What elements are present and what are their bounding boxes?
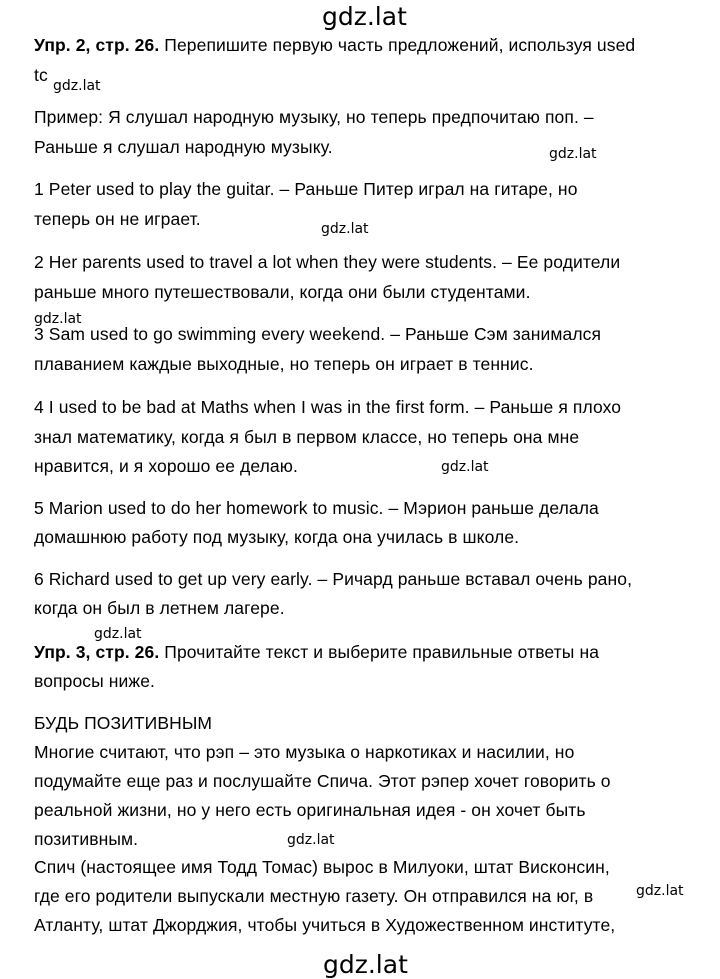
watermark: gdz.lat — [53, 78, 101, 94]
sentence-line: когда он был в летнем лагере. — [34, 598, 285, 618]
watermark: gdz.lat — [34, 311, 82, 327]
paragraph-line: Атланту, штат Джорджия, чтобы учиться в Художественном институте, — [34, 915, 616, 935]
paragraph-line: позитивным. — [34, 829, 139, 849]
sentence-line: нравится, и я хорошо ее делаю. — [34, 456, 298, 476]
paragraph-line: Многие считают, что рэп – это музыка о наркотиках и насилии, но — [34, 742, 575, 762]
exercise3-heading — [34, 641, 599, 663]
sentence-line: 4 I used to be bad at Maths when I was in the first form. – Раньше я плохо — [34, 397, 622, 417]
sentence-line: 5 Marion used to do her homework to music. – Мэрион раньше делала — [34, 498, 599, 518]
exercise3-heading-label: Упр. 3, стр. 26. — [34, 642, 160, 662]
exercise2-heading-text: Перепишите первую часть предложений, используя used — [159, 35, 636, 55]
exercise2-heading — [34, 34, 635, 56]
watermark: gdz.lat — [94, 626, 142, 642]
example-line: Пример: Я слушал народную музыку, но теперь предпочитаю поп. – — [34, 107, 594, 127]
exercise3-heading-line2: вопросы ниже. — [34, 671, 156, 691]
paragraph-line: подумайте еще раз и послушайте Спича. Этот рэпер хочет говорить о — [34, 771, 611, 791]
watermark: gdz.lat — [441, 459, 489, 475]
watermark: gdz.lat — [287, 832, 335, 848]
sentence-line: теперь он не играет. — [34, 209, 201, 229]
paragraph-line: где его родители выпускали местную газету. Он отправился на юг, в — [34, 886, 594, 906]
sentence-line: 3 Sam used to go swimming every weekend. – Раньше Сэм занимался — [34, 324, 602, 344]
sentence-line: домашнюю работу под музыку, когда она училась в школе. — [34, 527, 520, 547]
sentence-line: раньше много путешествовали, когда они были студентами. — [34, 282, 531, 302]
sentence-line: 6 Richard used to get up very early. – Ричард раньше вставал очень рано, — [34, 569, 633, 589]
watermark: gdz.lat — [321, 221, 369, 237]
watermark-top: gdz.lat — [322, 2, 407, 31]
exercise2-heading-line2: tc — [34, 65, 48, 85]
paragraph-line: Спич (настоящее имя Тодд Томас) вырос в Милуоки, штат Висконсин, — [34, 857, 610, 877]
sentence-line: плаванием каждые выходные, но теперь он играет в теннис. — [34, 354, 534, 374]
exercise3-heading-text: Прочитайте текст и выберите правильные ответы на — [159, 642, 600, 662]
exercise2-heading-label: Упр. 2, стр. 26. — [34, 35, 160, 55]
watermark: gdz.lat — [549, 146, 597, 162]
paragraph-line: реальной жизни, но у него есть оригинальная идея - он хочет быть — [34, 800, 586, 820]
sentence-line: знал математику, когда я был в первом классе, но теперь она мне — [34, 427, 580, 447]
sentence-line: 1 Peter used to play the guitar. – Раньше Питер играл на гитаре, но — [34, 179, 578, 199]
sentence-line: 2 Her parents used to travel a lot when they were students. – Ее родители — [34, 252, 621, 272]
example-line: Раньше я слушал народную музыку. — [34, 137, 333, 157]
watermark-bottom: gdz.lat — [323, 950, 408, 979]
watermark: gdz.lat — [636, 883, 684, 899]
text-title: БУДЬ ПОЗИТИВНЫМ — [34, 713, 213, 733]
